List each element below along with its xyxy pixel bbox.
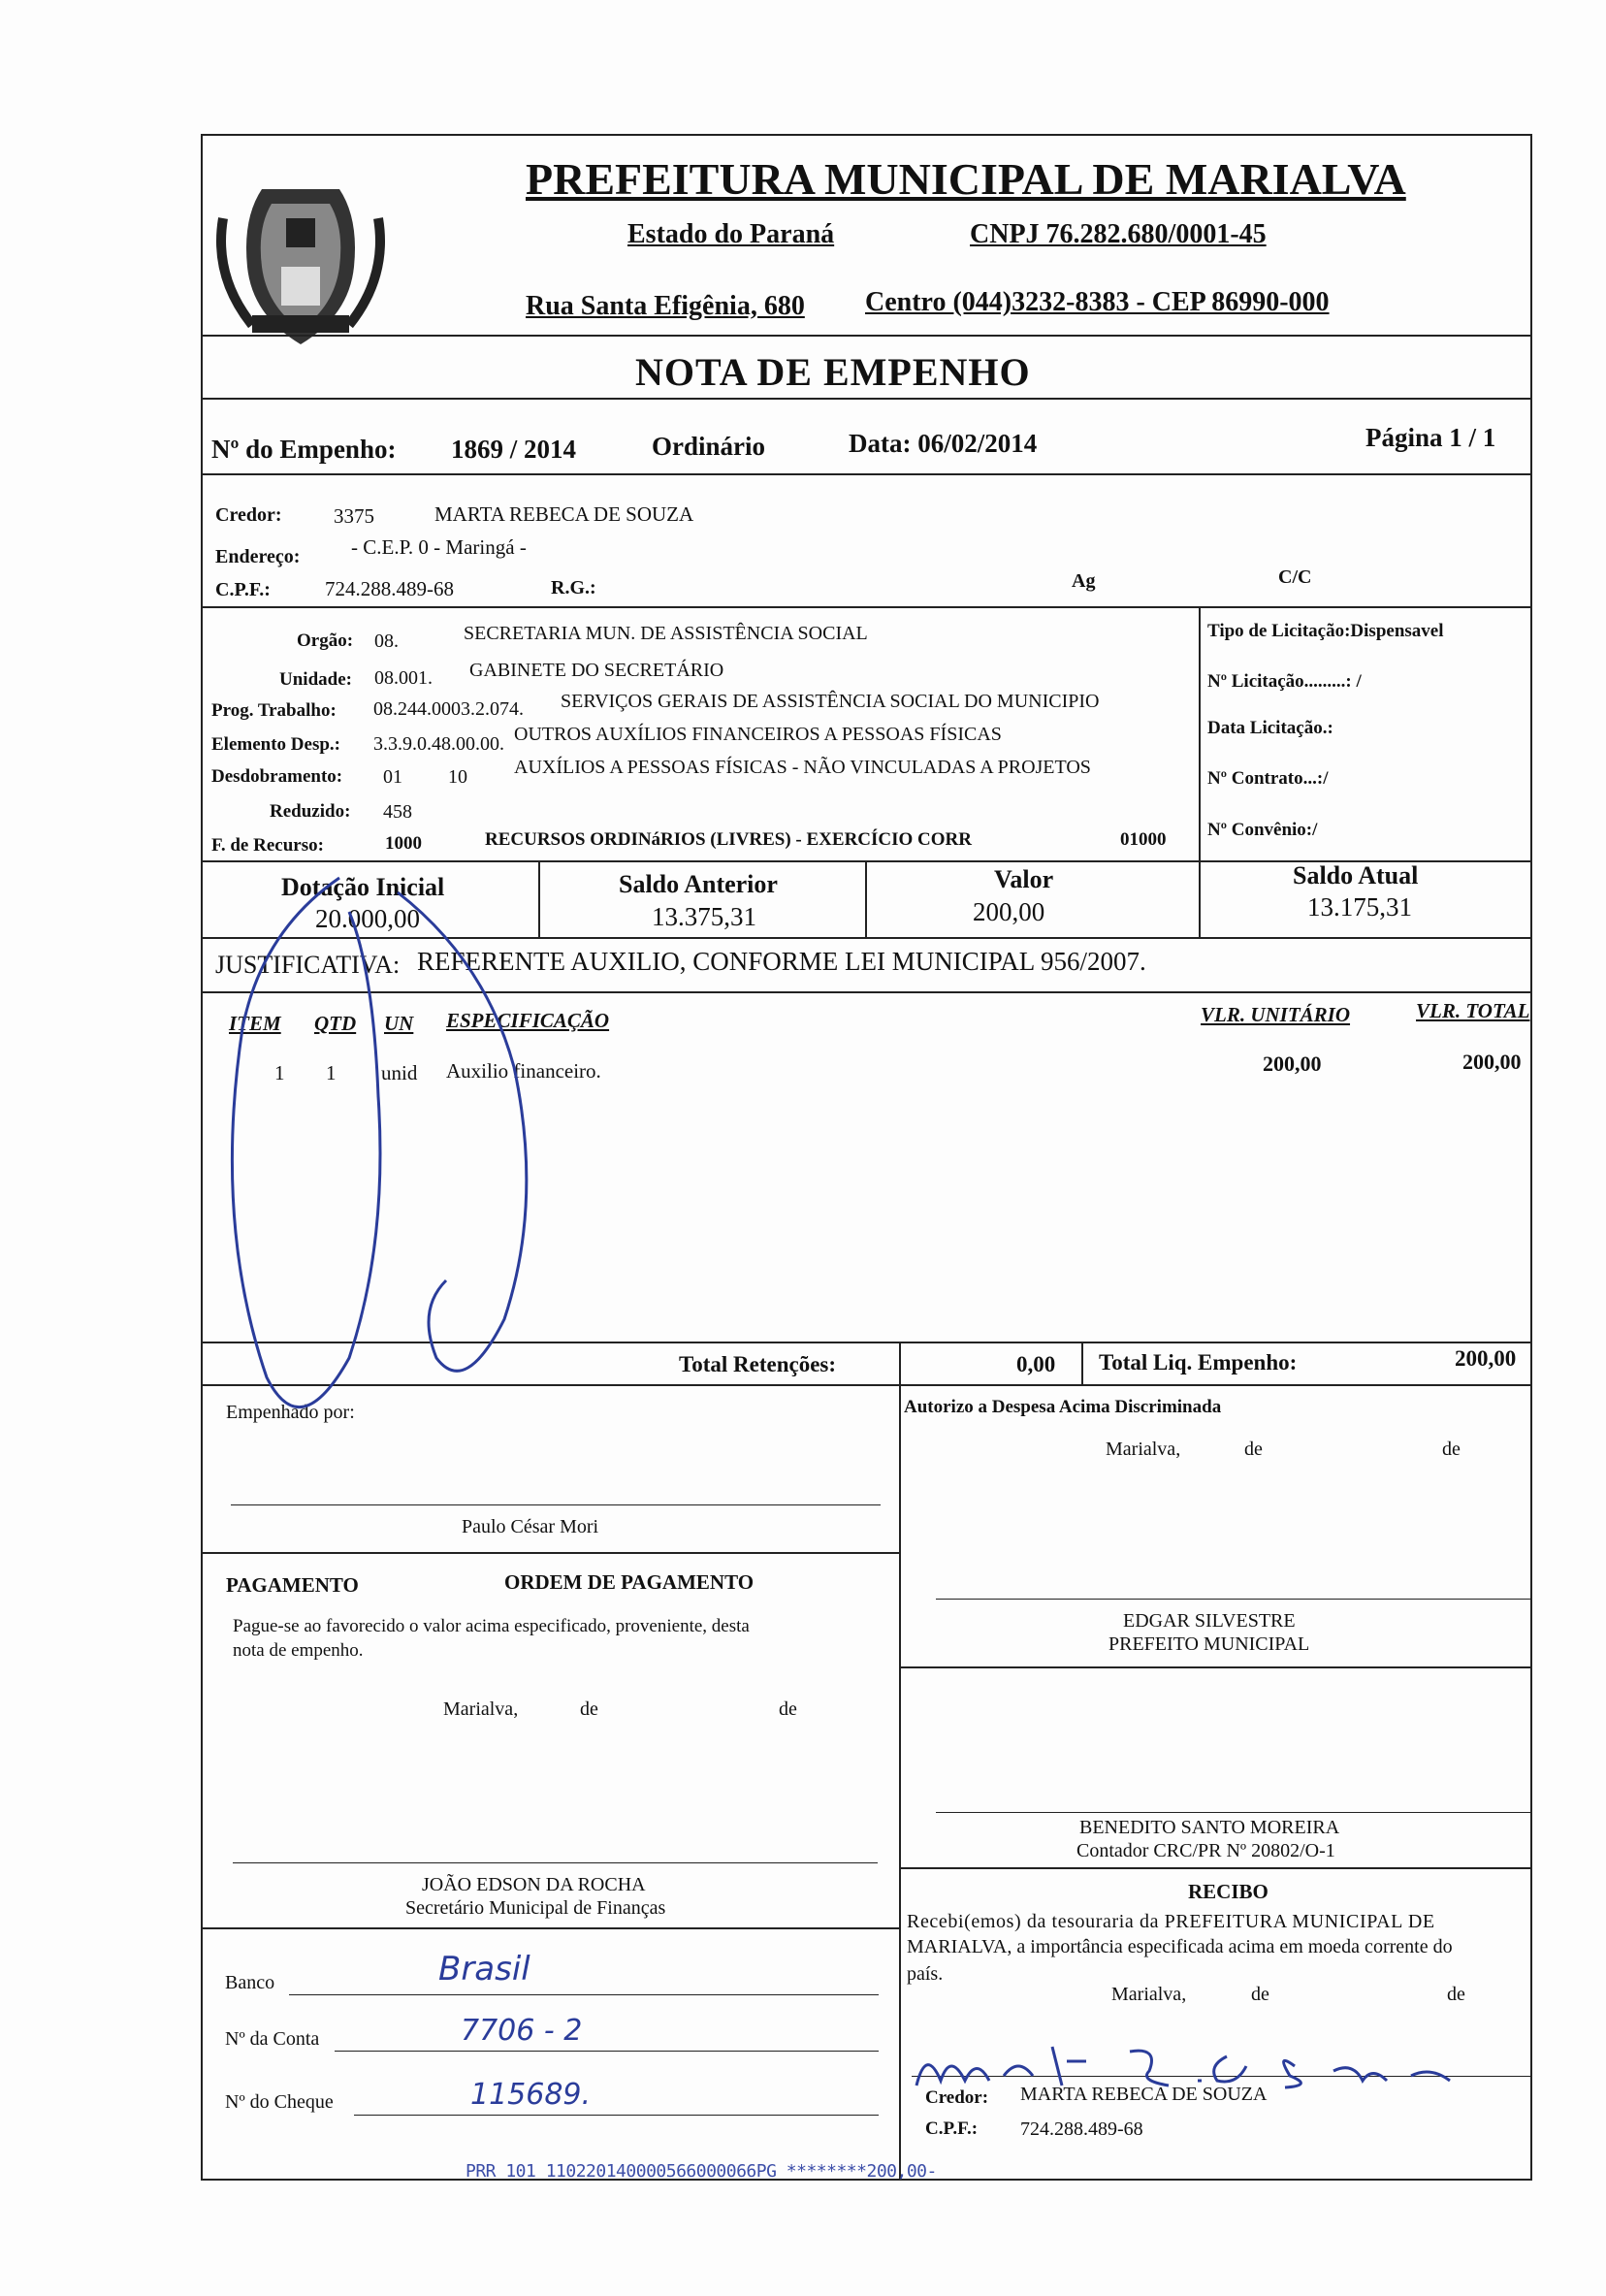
numero-convenio: Nº Convênio:/ [1207,820,1318,840]
dotacao-value: 20.000,00 [315,904,420,933]
orgao-label: Orgão: [297,631,354,651]
doc-title: NOTA DE EMPENHO [635,350,1031,394]
autorizo-de2: de [1442,1439,1461,1460]
total-liq-label: Total Liq. Empenho: [1099,1350,1298,1374]
recibo-cpf: 724.288.489-68 [1020,2118,1143,2140]
state-label: Estado do Paraná [627,219,835,249]
autorizo-label: Autorizo a Despesa Acima Discriminada [904,1397,1222,1417]
row-especificacao: Auxilio financeiro. [446,1059,601,1083]
elemento-code: 3.3.9.0.48.00.00. [373,733,504,755]
credor-signature [907,2027,1527,2105]
ordem-pagamento-label: ORDEM DE PAGAMENTO [504,1570,755,1594]
secretario-cargo: Secretário Municipal de Finanças [405,1897,666,1919]
justificativa-text: REFERENTE AUXILIO, CONFORME LEI MUNICIPAL 956/2007. [417,947,1146,976]
retencoes-value: 0,00 [1016,1352,1056,1376]
reduzido-label: Reduzido: [270,801,351,822]
autorizo-local: Marialva, [1106,1439,1181,1460]
orgao-value: SECRETARIA MUN. DE ASSISTÊNCIA SOCIAL [464,623,868,644]
recibo-de1: de [1251,1984,1269,2005]
col-un: UN [384,1012,414,1035]
credor-code: 3375 [334,504,374,528]
cpf-label: C.P.F.: [215,579,271,600]
numero-licitacao: Nº Licitação.........: / [1207,671,1362,692]
col-vlr-unitario: VLR. UNITÁRIO [1201,1003,1351,1026]
recibo-de2: de [1447,1984,1465,2005]
pagamento-local: Marialva, [443,1698,519,1720]
col-especificacao: ESPECIFICAÇÃO [446,1009,610,1032]
tipo-licitacao: Tipo de Licitação:Dispensavel [1207,621,1444,641]
ag-label: Ag [1072,570,1096,592]
empenhado-signature [194,854,640,1455]
saldo-anterior-value: 13.375,31 [652,902,756,931]
municipal-crest-icon [204,160,398,354]
elemento-value: OUTROS AUXÍLIOS FINANCEIROS A PESSOAS FÍSICAS [514,724,1002,745]
banco-value: Brasil [438,1950,530,1989]
prog-value: SERVIÇOS GERAIS DE ASSISTÊNCIA SOCIAL DO MUNICIPIO [561,691,1100,712]
valor-label: Valor [994,865,1054,893]
cnpj-label: CNPJ 76.282.680/0001-45 [970,219,1267,249]
contador-cargo: Contador CRC/PR Nº 20802/O-1 [1076,1840,1335,1861]
empenho-date: Data: 06/02/2014 [849,429,1038,458]
valor-value: 200,00 [973,897,1045,926]
page-number: Página 1 / 1 [1365,423,1496,452]
rg-label: R.G.: [551,577,596,598]
banco-label: Banco [225,1972,275,1993]
empenho-type: Ordinário [652,432,766,461]
pagamento-de2: de [779,1698,797,1720]
row-item: 1 [274,1061,285,1084]
row-qtd: 1 [326,1061,337,1084]
pagamento-texto1: Pague-se ao favorecido o valor acima especificado, proveniente, desta [233,1616,750,1636]
prefeito-nome: EDGAR SILVESTRE [1123,1610,1296,1632]
retencoes-label: Total Retenções: [679,1352,837,1376]
cpf-value: 724.288.489-68 [325,577,454,600]
empenhado-nome: Paulo César Mori [462,1516,599,1537]
empenhado-label: Empenhado por: [226,1402,355,1423]
contador-nome: BENEDITO SANTO MOREIRA [1079,1817,1340,1838]
prog-label: Prog. Trabalho: [211,700,337,721]
pagamento-label: PAGAMENTO [226,1573,359,1597]
unidade-code: 08.001. [374,667,433,689]
saldo-atual-value: 13.175,31 [1307,892,1412,922]
conta-value: 7706 - 2 [461,2014,583,2048]
saldo-atual-label: Saldo Atual [1293,861,1419,889]
page-title: PREFEITURA MUNICIPAL DE MARIALVA [526,154,1406,204]
cc-label: C/C [1278,566,1312,588]
justificativa-label: JUSTIFICATIVA: [215,951,401,979]
empenho-number: 1869 / 2014 [451,435,577,464]
desdobramento-value: AUXÍLIOS A PESSOAS FÍSICAS - NÃO VINCULADAS A PROJETOS [514,757,1091,778]
recibo-credor: MARTA REBECA DE SOUZA [1020,2084,1268,2105]
desdobramento-code2: 10 [448,766,467,788]
credor-label: Credor: [215,504,282,526]
recibo-cpf-label: C.P.F.: [925,2118,979,2139]
recurso-code: 1000 [385,833,422,854]
cheque-label: Nº do Cheque [225,2091,334,2113]
endereco-value: - C.E.P. 0 - Maringá - [351,535,527,559]
desdobramento-label: Desdobramento: [211,766,343,787]
col-item: ITEM [229,1012,281,1035]
total-liq-value: 200,00 [1455,1346,1517,1371]
footer-code: PRR 101 110220140000566000066PG ********200,00- [466,2161,937,2182]
secretario-nome: JOÃO EDSON DA ROCHA [422,1874,646,1895]
dotacao-label: Dotação Inicial [281,873,445,901]
recurso-code2: 01000 [1120,829,1167,850]
recibo-title: RECIBO [1188,1880,1269,1903]
reduzido-value: 458 [383,801,412,823]
numero-contrato: Nº Contrato...:/ [1207,768,1329,789]
prefeito-cargo: PREFEITO MUNICIPAL [1108,1633,1310,1655]
desdobramento-code1: 01 [383,766,402,788]
elemento-label: Elemento Desp.: [211,734,340,755]
unidade-value: GABINETE DO SECRETÁRIO [469,660,724,681]
pagamento-texto2: nota de empenho. [233,1640,364,1661]
conta-label: Nº da Conta [225,2028,320,2050]
recurso-label: F. de Recurso: [211,835,324,856]
col-qtd: QTD [314,1012,357,1035]
col-vlr-total: VLR. TOTAL [1416,999,1530,1022]
phone-cep-label: Centro (044)3232-8383 - CEP 86990-000 [865,287,1330,317]
endereco-label: Endereço: [215,546,301,567]
saldo-anterior-label: Saldo Anterior [619,870,778,898]
row-un: unid [381,1061,418,1084]
recibo-texto1: Recebi(emos) da tesouraria da PREFEITURA MUNICIPAL DE [907,1911,1435,1932]
credor-name: MARTA REBECA DE SOUZA [434,502,694,526]
address-label: Rua Santa Efigênia, 680 [526,291,805,321]
recibo-texto2: MARIALVA, a importância especificada acima em moeda corrente do [907,1936,1453,1957]
empenho-label: Nº do Empenho: [211,435,397,464]
autorizo-de1: de [1244,1439,1263,1460]
data-licitacao: Data Licitação.: [1207,718,1333,738]
recurso-value: RECURSOS ORDINáRIOS (LIVRES) - EXERCÍCIO CORR [485,829,972,850]
recibo-credor-label: Credor: [925,2087,989,2108]
recibo-local: Marialva, [1111,1984,1187,2005]
orgao-code: 08. [374,631,399,652]
row-vlr-total: 200,00 [1462,1050,1522,1074]
unidade-label: Unidade: [279,669,352,690]
cheque-value: 115689. [470,2078,592,2112]
row-vlr-unitario: 200,00 [1263,1051,1322,1076]
prog-code: 08.244.0003.2.074. [373,698,524,720]
pagamento-de1: de [580,1698,598,1720]
recibo-texto3: país. [907,1963,944,1985]
